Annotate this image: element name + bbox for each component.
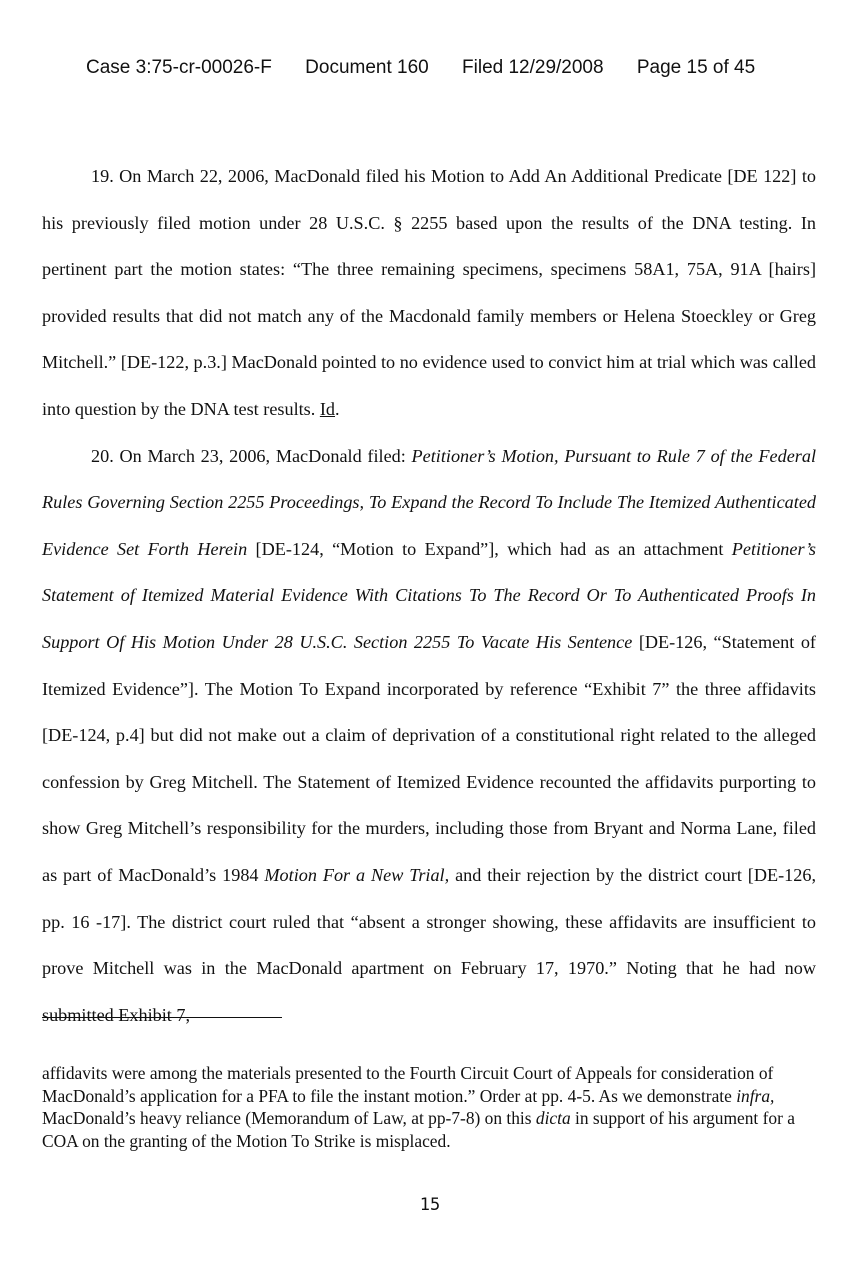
paragraph-19 <box>42 153 816 433</box>
page-of-total: Page 15 of 45 <box>636 57 756 78</box>
footnote-divider <box>42 1017 282 1018</box>
paragraph-20-text-2: [DE-124, “Motion to Expand”], which had as an attachment <box>247 538 732 559</box>
footnote-text-2: MacDonald’s heavy reliance (Memorandum of Law, at pp-7-8) on this <box>42 1108 536 1129</box>
paragraph-20-text-3: [DE-126, “Statement of Itemized Evidence”]. The Motion To Expand incorporated by reference “Exhibit 7” the three affidavits [DE-124, p.4] but did not make out a claim of deprivation of a constitutional right related to the alleged confession by Greg Mitchell. The Statement of Itemized Evidence recounted the affidavits purporting to show Greg Mitchell’s responsibility for the murders, including those from Bryant and Norma Lane, filed as part of MacDonald’s 1984 <box>42 631 816 885</box>
footnote <box>42 1062 816 1152</box>
footnote-text-1: affidavits were among the materials presented to the Fourth Circuit Court of Appeals for consideration of MacDonald’s application for a PFA to file the instant motion.” Order at pp. 4-5. As we demonstrate <box>42 1063 774 1106</box>
body-text <box>42 153 816 1038</box>
filed-date: Filed 12/29/2008 <box>462 57 604 78</box>
paragraph-19-end: . <box>335 398 340 419</box>
ecf-header <box>86 57 786 79</box>
id-citation: Id <box>319 398 336 419</box>
page-number: 15 <box>419 1195 441 1215</box>
motion-title-1: Petitioner’s Motion, Pursuant to Rule 7 of the Federal Rules Governing Section 2255 Proceedings, To Expand the Record To Include The Itemized Authenticated Evidence Set Forth Herein <box>42 445 816 559</box>
case-number: Case 3:75-cr-00026-F <box>86 57 272 78</box>
new-trial-title: Motion For a New Trial, <box>264 864 450 885</box>
paragraph-20-text-1: 20. On March 23, 2006, MacDonald filed: <box>91 445 412 466</box>
document-number: Document 160 <box>305 57 429 78</box>
paragraph-20 <box>42 433 816 1039</box>
paragraph-19-text: 19. On March 22, 2006, MacDonald filed his Motion to Add An Additional Predicate [DE 122] to his previously filed motion under 28 U.S.C. § 2255 based upon the results of the DNA testing. In pertinent part the motion states: “The three remaining specimens, specimens 58A1, 75A, 91A [hairs] provided results that did not match any of the Macdonald family members or Helena Stoeckley or Greg Mitchell.” [DE-122, p.3.] MacDonald pointed to no evidence used to convict him at trial which was called into question by the DNA test results. <box>42 166 816 419</box>
infra-term: infra, <box>736 1085 775 1106</box>
dicta-term: dicta <box>535 1108 571 1129</box>
statement-title: Petitioner’s Statement of Itemized Material Evidence With Citations To The Record Or To Authenticated Proofs In Support Of His Motion Under 28 U.S.C. Section 2255 To Vacate His Sentence <box>42 538 816 652</box>
footnote-text-3: in support of his argument for a COA on the granting of the Motion To Strike is misplaced. <box>42 1108 795 1151</box>
paragraph-20-text-4: and their rejection by the district court [DE-126, pp. 16 -17]. The district court ruled that “absent a stronger showing, these affidavits are insufficient to prove Mitchell was in the MacDonald apartment on February 17, 1970.” Noting that he had now submitted Exhibit 7, <box>42 864 816 1025</box>
footnote-text <box>42 1062 816 1152</box>
